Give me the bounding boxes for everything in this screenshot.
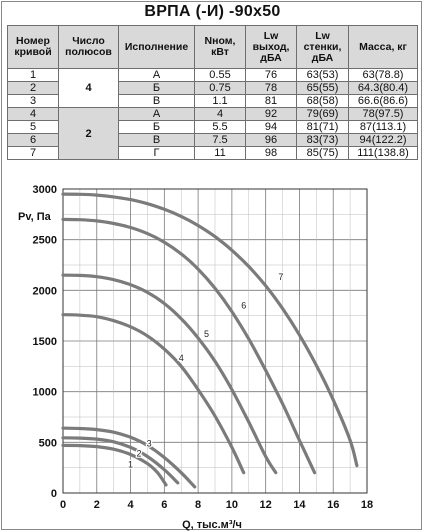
header-power: Nном, кВт: [195, 26, 246, 69]
header-mass: Масса, кг: [349, 26, 418, 69]
cell-lw-wall: 79(69): [297, 108, 349, 121]
curve-label-5: 5: [204, 328, 210, 339]
x-tick-label: 14: [293, 499, 306, 511]
x-tick-label: 10: [225, 499, 239, 511]
cell-power: 0.75: [195, 82, 246, 95]
cell-lw-out: 98: [246, 147, 297, 160]
table-header-row: [8, 26, 418, 69]
header-lw-wall: Lw стенки, дБА: [297, 26, 349, 69]
cell-lw-out: 81: [246, 95, 297, 108]
cell-poles-4: 4: [59, 69, 119, 108]
y-tick-label: 500: [38, 437, 57, 450]
cell-power: 5.5: [195, 121, 246, 134]
cell-lw-out: 76: [246, 69, 297, 82]
cell-curve: 3: [8, 95, 59, 108]
y-tick-label: 1000: [32, 386, 57, 399]
cell-power: 1.1: [195, 95, 246, 108]
header-poles: Число полюсов: [59, 26, 119, 69]
cell-power: 4: [195, 108, 246, 121]
x-tick-label: 0: [59, 499, 67, 511]
spec-table: [7, 25, 418, 160]
chart-axes: [33, 184, 374, 511]
cell-power: 11: [195, 147, 246, 160]
cell-lw-out: 78: [246, 82, 297, 95]
cell-poles-2: 2: [59, 108, 119, 160]
x-tick-label: 16: [327, 499, 340, 511]
fan-performance-chart: [0, 176, 425, 532]
cell-mass: 63(78.8): [349, 69, 418, 82]
cell-lw-wall: 68(58): [297, 95, 349, 108]
cell-lw-wall: 83(73): [297, 134, 349, 147]
x-axis-label: Q, тыс.м³/ч: [182, 519, 242, 531]
curve-label-1: 1: [128, 459, 134, 470]
curve-label-7: 7: [278, 272, 284, 283]
x-tick-label: 2: [93, 499, 100, 511]
cell-lw-out: 92: [246, 108, 297, 121]
cell-curve: 6: [8, 134, 59, 147]
table-row: [8, 69, 418, 82]
x-tick-label: 12: [259, 499, 272, 511]
x-tick-label: 6: [161, 499, 168, 511]
cell-version: Б: [119, 82, 195, 95]
cell-lw-wall: 81(71): [297, 121, 349, 134]
cell-curve: 4: [8, 108, 59, 121]
cell-lw-out: 94: [246, 121, 297, 134]
curve-label-2: 2: [136, 448, 142, 459]
cell-version: В: [119, 134, 195, 147]
cell-curve: 5: [8, 121, 59, 134]
table-row: [8, 108, 418, 121]
y-tick-label: 3000: [32, 184, 57, 196]
cell-power: 0.55: [195, 69, 246, 82]
cell-mass: 64.3(80.4): [349, 82, 418, 95]
cell-version: Б: [119, 121, 195, 134]
cell-lw-wall: 65(55): [297, 82, 349, 95]
cell-lw-out: 96: [246, 134, 297, 147]
y-tick-label: 2000: [32, 285, 57, 298]
cell-mass: 87(113.1): [349, 121, 418, 134]
cell-version: А: [119, 108, 195, 121]
curve-label-3: 3: [146, 438, 152, 449]
cell-version: А: [119, 69, 195, 82]
cell-lw-wall: 85(75): [297, 147, 349, 160]
y-tick-label: 0: [50, 488, 57, 500]
cell-curve: 7: [8, 147, 59, 160]
cell-curve: 1: [8, 69, 59, 82]
curve-label-6: 6: [241, 300, 247, 311]
cell-mass: 94(122.2): [349, 134, 418, 147]
cell-version: Г: [119, 147, 195, 160]
x-tick-label: 18: [360, 499, 374, 511]
header-curve: Номер кривой: [8, 26, 59, 69]
cell-power: 7.5: [195, 134, 246, 147]
chart-curve-labels: [128, 272, 283, 469]
cell-lw-wall: 63(53): [297, 69, 349, 82]
curve-1: [63, 445, 166, 485]
cell-curve: 2: [8, 82, 59, 95]
header-version: Исполнение: [119, 26, 195, 69]
cell-mass: 78(97.5): [349, 108, 418, 121]
x-tick-label: 4: [127, 499, 134, 511]
curve-6: [63, 219, 315, 472]
header-lw-out: Lw выход, дБА: [246, 26, 297, 69]
page-title: ВРПА (-И) -90х50: [144, 3, 281, 20]
cell-version: В: [119, 95, 195, 108]
y-tick-label: 2500: [32, 234, 57, 247]
cell-mass: 66.6(86.6): [349, 95, 418, 108]
curve-label-4: 4: [178, 353, 184, 364]
curve-7: [63, 194, 357, 466]
chart-curves: [63, 194, 357, 487]
y-axis-label: Pv, Па: [18, 211, 51, 223]
x-tick-label: 8: [195, 499, 202, 511]
cell-mass: 111(138.8): [349, 147, 418, 160]
y-tick-label: 1500: [32, 336, 57, 348]
